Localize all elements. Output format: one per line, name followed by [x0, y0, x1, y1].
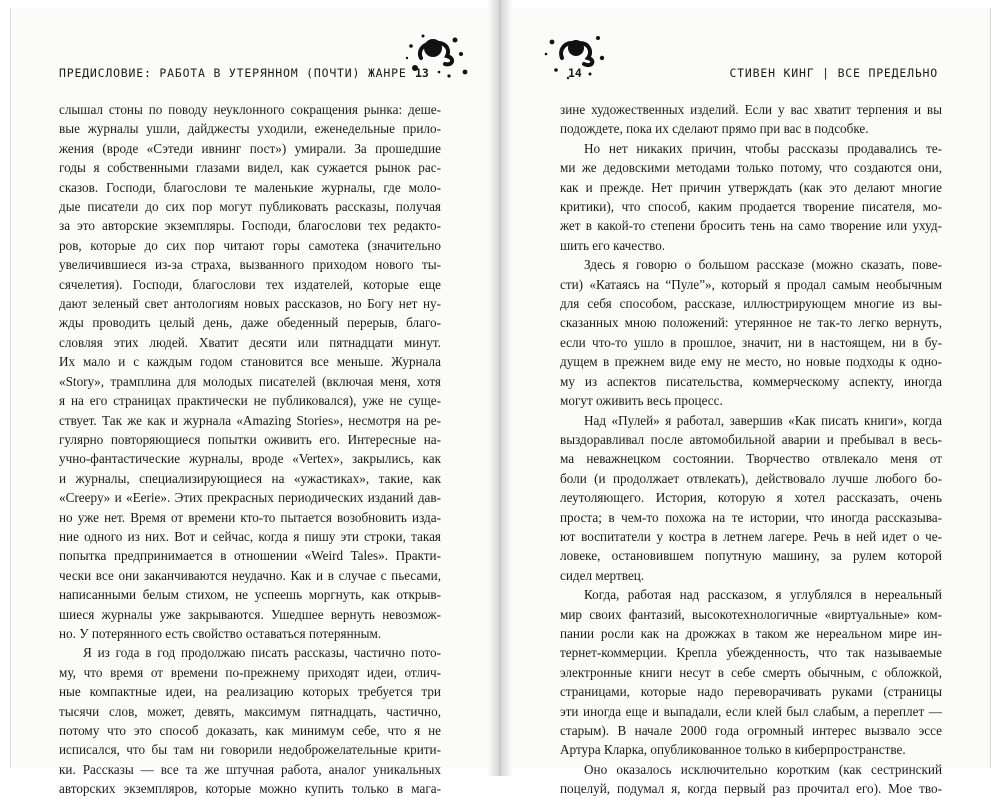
right-body-text: [560, 100, 942, 799]
text-line: ки. Рассказы — все та же штучная работа, аналог уникальных: [59, 761, 441, 777]
text-line: му, что время от времени по-прежнему приходят идеи, отлич-: [59, 664, 441, 680]
text-line: учно-фантастические журналы, вроде «Vertex», закрылись, как: [59, 451, 441, 467]
text-line: попытка предпринимается в отношении «Weird Tales». Практи-: [59, 548, 441, 564]
text-line: поцелуй, подумал я, когда первый раз прочитал его). Мое тво-: [560, 781, 942, 797]
text-line: Оно оказалось исключительно коротким (как сестринский: [584, 761, 942, 777]
ink-blot-ornament-icon: [403, 28, 473, 84]
text-line: мир своих фантазий, высокотехнологичные «виртуальные» ком-: [560, 606, 942, 622]
text-line: тернет-коммерции. Крепла убежденность, что так называемые: [560, 645, 942, 661]
text-line: но уже нет. Время от времени кто-то пытается возобновить изда-: [59, 509, 441, 525]
text-line: годы я собственными глазами видел, как сужается рынок рас-: [59, 160, 441, 176]
text-line: дают зеленый свет антологиям новых рассказов, но Богу нет ну-: [59, 296, 441, 312]
text-line: авторских экземпляров, которые можно купить только в мага-: [59, 781, 441, 797]
text-line: для себя способом, рассказе, иллюстрирующем многие из вы-: [560, 296, 942, 312]
left-body-text: [59, 100, 441, 799]
text-line: эти иногда еще и выпадали, если клей был слабым, а переплет —: [560, 703, 942, 719]
text-line: я на его страницах практически не публиковался), уже не суще-: [59, 393, 441, 409]
text-line: подождете, пока их сделают прямо при вас в подсобке.: [560, 121, 869, 137]
text-line: жения (вроде «Сэтеди ивнинг пост») умирали. За прошедшие: [59, 140, 441, 156]
text-line: гулярно повторяющиеся попытки оживить его. Интересные на-: [59, 431, 441, 447]
text-line: ров, которые до сих пор читают горы самотека (значительно: [59, 237, 441, 253]
text-line: Над «Пулей» я работал, завершив «Как писать книги», когда: [584, 412, 942, 428]
right-page: [512, 8, 991, 797]
text-line: ние одного из них. Вот и сейчас, когда я пишу эти строки, такая: [59, 528, 441, 544]
text-line: как и прежде. Нет причин утверждать (как это делают многие: [560, 179, 942, 195]
text-line: сти) «Катаясь на “Пуле”», который я продал самым необычным: [560, 276, 942, 292]
text-line: критики), что способ, каким продается творение писателя, мо-: [560, 199, 942, 215]
text-line: страницами, которые надо переворачивать руками (страницы: [560, 684, 942, 700]
text-line: Когда, работая над рассказом, я углублялся в нереальный: [584, 587, 942, 603]
text-line: Но нет никаких причин, чтобы рассказы продавались те-: [584, 140, 942, 156]
text-line: проста; в чем-то похожа на те истории, что иногда рассказыва-: [560, 509, 942, 525]
left-running-header: ПРЕДИСЛОВИЕ: РАБОТА В УТЕРЯННОМ (ПОЧТИ) ЖАНРЕ: [59, 66, 407, 80]
text-line: шить его качество.: [560, 237, 666, 253]
text-line: слышал стоны по поводу неуклонного сокращения рынка: деше-: [59, 102, 441, 117]
text-line: вые журналы ушли, дайджесты уходили, еженедельные прило-: [59, 121, 441, 137]
left-page-number: 13: [415, 66, 429, 80]
text-line: боли (и продолжает отвлекать), действовало лучше любого бо-: [560, 470, 942, 486]
text-line: Здесь я говорю о большом рассказе (можно сказать, пове-: [584, 257, 942, 273]
text-line: «Creepy» и «Eerie». Этих прекрасных периодических изданий дав-: [59, 490, 441, 506]
text-line: исписался, что бы там ни говорили недоброжелательные крити-: [59, 742, 441, 758]
text-line: сячелетия). Господи, благослови тех издателей, которые еще: [59, 276, 441, 292]
text-line: старым). В начале 2000 года огромный интерес вызвало эссе: [560, 723, 942, 738]
text-line: Я из года в год продолжаю писать рассказы, частично пото-: [83, 645, 441, 661]
text-line: жет в какой-то степени бросить тень на само творение или ухуд-: [560, 218, 942, 234]
text-line: Их мало и с каждым годом становится все меньше. Журнала: [59, 354, 441, 370]
text-line: электронные книги несут в себе смерть обычным, с обложкой,: [560, 664, 942, 680]
text-line: сидел мертвец.: [560, 567, 645, 583]
text-line: жды проводить целый день, даже обеденный перерыв, благо-: [59, 315, 441, 331]
right-running-header: СТИВЕН КИНГ | ВСЕ ПРЕДЕЛЬНО: [729, 66, 938, 80]
text-line: тысячи слов, может, девять, максимум пятнадцать, частично,: [59, 703, 441, 719]
text-line: но. У потерянного есть свойство оставаться потерянным.: [59, 625, 382, 641]
text-line: ловеке, остановившем попутную машину, за рулем которой: [560, 548, 942, 564]
text-line: пании росли как на дрожжах в таком же нереальном мире ин-: [560, 625, 942, 641]
text-line: дые писатели до сих пор могут публиковать рассказы, получая: [59, 199, 441, 215]
book-gutter: [488, 0, 512, 776]
text-line: шиеся журналы уже закрываются. Ушедшее вернуть невозмож-: [59, 606, 441, 622]
text-line: если что-то ушло в прошлое, значит, ни в настоящем, ни в бу-: [560, 334, 942, 350]
text-line: могут оживить весь процесс.: [560, 393, 723, 409]
text-line: потому что это способ доказать, как минимум себе, что я не: [59, 723, 441, 738]
text-line: словляя этих людей. Хватит десяти или пятнадцати минут.: [59, 334, 441, 350]
text-line: ствует. Так же как и журнала «Amazing Stories», несмотря на ре-: [59, 412, 441, 428]
text-line: зине художественных изделий. Если у вас хватит терпения и вы: [560, 102, 942, 117]
text-line: «Story», трамплина для молодых писателей (включая меня, хотя: [59, 373, 441, 389]
right-page-number: 14: [568, 66, 582, 80]
text-line: ми же дедовскими методами только потому, что создаются они,: [560, 160, 942, 176]
text-line: ма неважнецком состоянии. Творчество отвлекало меня от: [560, 451, 942, 467]
text-line: увеличившиеся из-за страха, вызванного приходом нового ты-: [59, 257, 441, 273]
text-line: сказанных мною положений: утерянное не так-то легко вернуть,: [560, 315, 942, 331]
text-line: леутоляющего. История, которую я хотел рассказать, очень: [560, 490, 942, 506]
text-line: Артура Кларка, опубликованное только в киберпространстве.: [560, 742, 906, 758]
text-line: за это авторские экземпляры. Господи, благослови тех редакто-: [59, 218, 441, 234]
text-line: выздоравливал после автомобильной аварии и пребывал в весь-: [560, 431, 942, 447]
text-line: дущем в прежнем виде ему не место, но новые подходы к одно-: [560, 354, 942, 370]
text-line: и журналы, специализирующиеся на «ужастиках», такие, как: [59, 470, 441, 486]
left-page: [10, 8, 489, 797]
text-line: му из аспектов писательства, коммерческому аспекту, иногда: [560, 373, 942, 389]
text-line: ют воспитатели у костра в летнем лагере. Речь в ней идет о че-: [560, 528, 942, 544]
text-line: сказов. Господи, благослови те маленькие журналы, где моло-: [59, 179, 441, 195]
text-line: чески все они заканчиваются неудачно. Как и в случае с пьесами,: [59, 567, 441, 583]
text-line: ные компактные идеи, на реализацию которых требуется три: [59, 684, 441, 700]
text-line: написанными белым стихом, не успеешь моргнуть, как открыв-: [59, 587, 441, 603]
